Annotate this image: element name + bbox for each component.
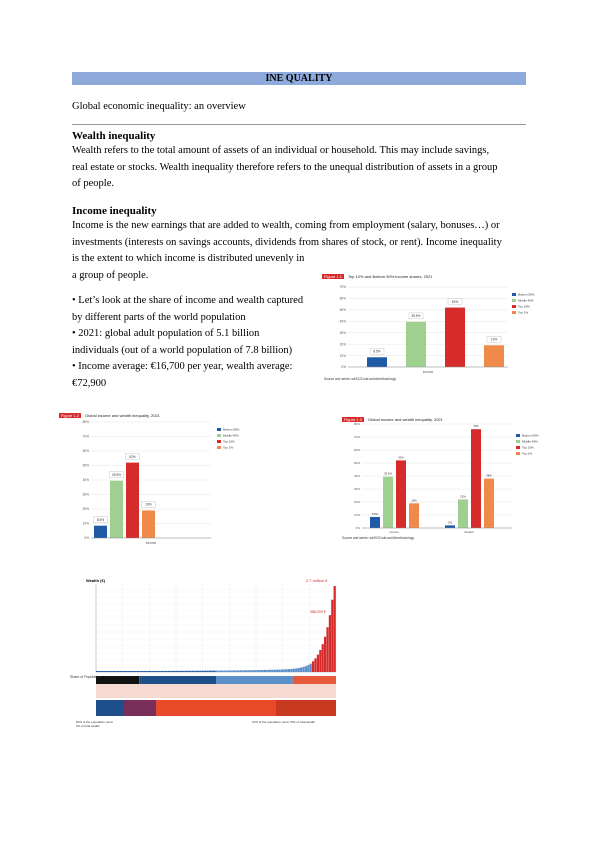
tick-label: 20% xyxy=(353,500,360,505)
tick-label: 40% xyxy=(353,474,360,479)
wealth-bar xyxy=(295,668,297,672)
fig4-chart xyxy=(70,576,340,738)
wealth-bar xyxy=(266,670,268,672)
data-label: 8.5% xyxy=(373,349,381,354)
wealth-bar xyxy=(329,615,331,672)
legend-label: Top 10% xyxy=(518,304,530,309)
divider xyxy=(72,124,526,125)
wealth-bar xyxy=(257,670,259,672)
figure-source: Source and series: wir2022.wid.world/methodology xyxy=(342,536,414,540)
wealth-bar xyxy=(132,671,134,672)
data-label: 2% xyxy=(447,520,453,525)
data-label: 8.5% xyxy=(96,517,105,522)
wealth-bar xyxy=(130,671,132,672)
legend-swatch xyxy=(516,446,520,449)
wealth-bar xyxy=(331,600,333,672)
wealth-bar xyxy=(154,671,156,672)
tick-label: 10% xyxy=(82,521,89,526)
wealth-bar xyxy=(324,637,326,672)
bar xyxy=(406,322,426,367)
wealth-bar xyxy=(326,627,328,672)
fig1-chart xyxy=(320,271,552,375)
tick-label: 70% xyxy=(353,435,360,440)
wealth-bar xyxy=(113,671,115,672)
wealth-bar xyxy=(187,671,189,672)
tick-label: 30% xyxy=(339,330,346,335)
wealth-bar xyxy=(233,670,235,672)
tick-label: 70% xyxy=(82,434,89,439)
wealth-band xyxy=(276,700,336,716)
fig3-chart xyxy=(340,414,550,534)
wealth-bar xyxy=(120,671,122,672)
data-label: 39.5% xyxy=(111,472,122,477)
figure-title: Top 10% and Bottom 50% income shares, 2021 xyxy=(348,274,433,279)
legend-swatch xyxy=(217,434,221,437)
wealth-bar xyxy=(170,671,172,672)
x-axis-label: Income xyxy=(422,370,434,374)
wealth-bar xyxy=(206,671,208,672)
data-label: 8.5% xyxy=(371,511,379,516)
tick-label: 0% xyxy=(84,536,89,541)
wealth-bar xyxy=(274,670,276,672)
wealth-bar xyxy=(185,671,187,672)
fig2-chart xyxy=(57,410,297,548)
tick-label: 70% xyxy=(339,285,346,290)
wealth-bar xyxy=(281,669,283,672)
wealth-heading: Wealth inequality xyxy=(72,130,156,142)
figure-income-wealth xyxy=(340,406,550,561)
bullet-line: individuals (out of a world population of 7.8 billion) xyxy=(72,344,293,356)
legend-swatch xyxy=(516,452,520,455)
bar xyxy=(409,503,419,528)
wealth-bar xyxy=(197,671,199,672)
legend-swatch xyxy=(512,299,516,302)
legend-label: Top 1% xyxy=(223,445,234,450)
data-label: 52% xyxy=(398,455,404,460)
tick-label: 40% xyxy=(339,319,346,324)
wealth-bar xyxy=(302,667,304,672)
wealth-bar xyxy=(250,670,252,672)
wealth-bar xyxy=(180,671,182,672)
legend-swatch xyxy=(217,446,221,449)
wealth-bar xyxy=(305,666,307,672)
wealth-bar xyxy=(161,671,163,672)
fig4-second-label: 388,000 € xyxy=(310,610,326,614)
wealth-bar xyxy=(110,671,112,672)
wealth-bar xyxy=(158,671,160,672)
bar xyxy=(471,429,481,528)
wealth-bar xyxy=(271,670,273,672)
wealth-bar xyxy=(278,670,280,672)
wealth-bar xyxy=(228,670,230,672)
wealth-bar xyxy=(269,670,271,672)
tick-label: 0% xyxy=(341,365,346,370)
wealth-bar xyxy=(156,671,158,672)
wealth-bar xyxy=(276,670,278,672)
wealth-bar xyxy=(293,669,295,672)
tick-label: 60% xyxy=(353,448,360,453)
legend-swatch xyxy=(512,311,516,314)
tick-label: 50% xyxy=(339,308,346,313)
wealth-bar xyxy=(202,671,204,672)
wealth-bar xyxy=(142,671,144,672)
data-label: 19% xyxy=(490,337,498,342)
wealth-line: real estate or stocks. Wealth inequality therefore refers to the unequal distribution of assets in a group xyxy=(72,161,498,173)
legend-swatch xyxy=(217,428,221,431)
bullet-line: • 2021: global adult population of 5.1 billion xyxy=(72,328,260,339)
wealth-band xyxy=(156,700,276,716)
tick-label: 60% xyxy=(339,296,346,301)
population-band xyxy=(96,676,139,684)
wealth-bar xyxy=(190,671,192,672)
income-line: is the extent to which income is distributed unevenly in xyxy=(72,253,305,264)
figure-income-shares xyxy=(320,263,552,385)
wealth-bar xyxy=(118,671,120,672)
wealth-bar xyxy=(168,671,170,672)
wealth-bar xyxy=(312,661,314,672)
document-subtitle: Global economic inequality: an overview xyxy=(72,101,246,112)
figure-title: Global income and wealth inequality, 2021 xyxy=(85,413,160,418)
data-label: 19% xyxy=(145,502,152,507)
wealth-bar xyxy=(218,671,220,672)
bar xyxy=(126,463,139,538)
data-label: 22% xyxy=(460,494,466,499)
bar xyxy=(445,308,465,367)
legend-label: Top 1% xyxy=(518,310,529,315)
wealth-bar xyxy=(322,644,324,672)
wealth-bar xyxy=(166,671,168,672)
wealth-bar xyxy=(163,671,165,672)
wealth-bar xyxy=(298,668,300,672)
figure-tag: Figure 1.2 xyxy=(61,413,80,418)
wealth-paragraph xyxy=(72,143,532,193)
bar xyxy=(484,479,494,528)
wealth-bar xyxy=(214,671,216,672)
wealth-bar xyxy=(235,670,237,672)
x-axis-label: Income xyxy=(145,541,157,545)
wealth-bar xyxy=(300,668,302,672)
bar xyxy=(94,526,107,538)
bullet-line: by different parts of the world population xyxy=(72,311,246,323)
tick-label: 10% xyxy=(339,353,346,358)
legend-label: Top 10% xyxy=(522,445,534,450)
fig4-band-label-right: 10% of the population owns 76% of total wealth xyxy=(252,720,316,724)
wealth-band xyxy=(124,700,156,716)
legend-label: Middle 40% xyxy=(522,439,538,444)
wealth-bar xyxy=(125,671,127,672)
data-label: 52% xyxy=(451,299,459,304)
figure-title: Global income and wealth inequality, 2021 xyxy=(368,417,443,422)
income-line: investments (interests on savings accounts, dividends from shares of stock, or rent). Income inequality xyxy=(72,236,502,248)
figure-global-income xyxy=(57,402,297,550)
wealth-bar xyxy=(230,670,232,672)
category-label: Wealth xyxy=(464,530,474,534)
tick-label: 60% xyxy=(82,449,89,454)
wealth-bar xyxy=(223,671,225,672)
data-label: 52% xyxy=(129,454,136,459)
wealth-bar xyxy=(199,671,201,672)
figure-tag: Figure 1.3 xyxy=(344,417,363,422)
wealth-band xyxy=(96,700,124,716)
wealth-bar xyxy=(310,664,312,672)
fig4-band-label-left: 50% of the population owns 2% of total wealth xyxy=(76,720,113,728)
wealth-bar xyxy=(334,586,336,672)
wealth-bar xyxy=(127,671,129,672)
wealth-bar xyxy=(264,670,266,672)
bar xyxy=(445,525,455,528)
tick-label: 0% xyxy=(355,526,360,531)
population-band xyxy=(216,676,293,684)
tick-label: 10% xyxy=(353,513,360,518)
bar xyxy=(484,345,504,367)
wealth-bar xyxy=(290,669,292,672)
wealth-bar xyxy=(254,670,256,672)
data-label: 39.5% xyxy=(411,314,421,319)
figure-tag: Figure 1.1 xyxy=(324,274,343,279)
population-band xyxy=(293,676,336,684)
bullet-line: • Income average: €16,700 per year, wealth average: xyxy=(72,361,293,372)
wealth-bar xyxy=(192,671,194,672)
document-title: INE QUALITY xyxy=(72,72,526,85)
tick-label: 20% xyxy=(339,342,346,347)
tick-label: 80% xyxy=(353,422,360,427)
wealth-bar xyxy=(319,650,321,672)
legend-label: Top 1% xyxy=(522,451,533,456)
legend-swatch xyxy=(217,440,221,443)
fig4-peak-label: 2.7 million € xyxy=(306,578,328,583)
data-label: 38% xyxy=(486,473,492,478)
fig4-ylabel: Wealth (€) xyxy=(86,578,106,583)
bar xyxy=(458,499,468,528)
wealth-bar xyxy=(317,655,319,672)
wealth-bar xyxy=(209,671,211,672)
wealth-bar xyxy=(178,671,180,672)
bar xyxy=(142,510,155,538)
wealth-bar xyxy=(139,671,141,672)
population-band xyxy=(139,676,216,684)
bar xyxy=(370,517,380,528)
income-line: Income is the new earnings that are added to wealth, coming from employment (salary, bonuses…) or xyxy=(72,220,500,231)
bar xyxy=(110,481,123,538)
wealth-bar xyxy=(103,671,105,672)
tick-label: 80% xyxy=(82,420,89,425)
tick-label: 30% xyxy=(353,487,360,492)
income-heading: Income inequality xyxy=(72,205,157,217)
legend-swatch xyxy=(516,440,520,443)
tick-label: 40% xyxy=(82,478,89,483)
wealth-bar xyxy=(221,671,223,672)
wealth-bar xyxy=(252,670,254,672)
legend-label: Bottom 50% xyxy=(518,292,535,297)
wealth-bar xyxy=(247,670,249,672)
wealth-bar xyxy=(242,670,244,672)
legend-label: Middle 40% xyxy=(518,298,534,303)
figure-source: Source and series: wir2022.wid.world/methodology xyxy=(324,377,396,381)
bar xyxy=(383,477,393,528)
wealth-bar xyxy=(144,671,146,672)
wealth-bar xyxy=(149,671,151,672)
wealth-bar xyxy=(245,670,247,672)
wealth-bar xyxy=(286,669,288,672)
legend-label: Bottom 50% xyxy=(522,433,539,438)
legend-label: Middle 40% xyxy=(223,433,239,438)
bar xyxy=(367,357,387,367)
tick-label: 50% xyxy=(353,461,360,466)
legend-swatch xyxy=(512,305,516,308)
wealth-bar xyxy=(288,669,290,672)
tick-label: 20% xyxy=(82,507,89,512)
bar xyxy=(396,460,406,528)
bullet-line: €72,900 xyxy=(72,377,107,389)
tick-label: 30% xyxy=(82,492,89,497)
wealth-bar xyxy=(283,669,285,672)
wealth-bar xyxy=(194,671,196,672)
wealth-bar xyxy=(108,671,110,672)
wealth-bar xyxy=(314,658,316,672)
wealth-bar xyxy=(106,671,108,672)
legend-swatch xyxy=(512,293,516,296)
wealth-bar xyxy=(211,671,213,672)
wealth-bar xyxy=(101,671,103,672)
data-label: 19% xyxy=(411,498,417,503)
wealth-bar xyxy=(115,671,117,672)
wealth-bar xyxy=(226,671,228,672)
legend-label: Top 10% xyxy=(223,439,235,444)
data-label: 76% xyxy=(473,424,479,429)
wealth-bar xyxy=(98,671,100,672)
bullet-list xyxy=(72,293,322,392)
wealth-bar xyxy=(146,671,148,672)
wealth-bar xyxy=(182,671,184,672)
legend-swatch xyxy=(516,434,520,437)
fig4-xlabel: Share of Population xyxy=(70,675,101,679)
wealth-bar xyxy=(173,671,175,672)
category-label: Income xyxy=(389,530,399,534)
wealth-bar xyxy=(122,671,124,672)
wealth-line: Wealth refers to the total amount of assets of an individual or household. This may include savings, xyxy=(72,145,490,156)
wealth-bar xyxy=(259,670,261,672)
fan-area xyxy=(96,684,336,698)
wealth-bar xyxy=(137,671,139,672)
tick-label: 50% xyxy=(82,463,89,468)
wealth-bar xyxy=(204,671,206,672)
wealth-bar xyxy=(238,670,240,672)
data-label: 39.5% xyxy=(384,471,392,476)
wealth-line: of people. xyxy=(72,178,114,189)
wealth-bar xyxy=(240,670,242,672)
bullet-line: • Let’s look at the share of income and wealth captured xyxy=(72,295,304,306)
legend-label: Bottom 50% xyxy=(223,427,240,432)
wealth-bar xyxy=(262,670,264,672)
wealth-bar xyxy=(216,671,218,672)
figure-wealth-distribution xyxy=(70,576,340,738)
wealth-bar xyxy=(96,671,98,672)
wealth-bar xyxy=(307,665,309,672)
wealth-bar xyxy=(175,671,177,672)
income-line: a group of people. xyxy=(72,269,149,281)
wealth-bar xyxy=(134,671,136,672)
wealth-bar xyxy=(151,671,153,672)
